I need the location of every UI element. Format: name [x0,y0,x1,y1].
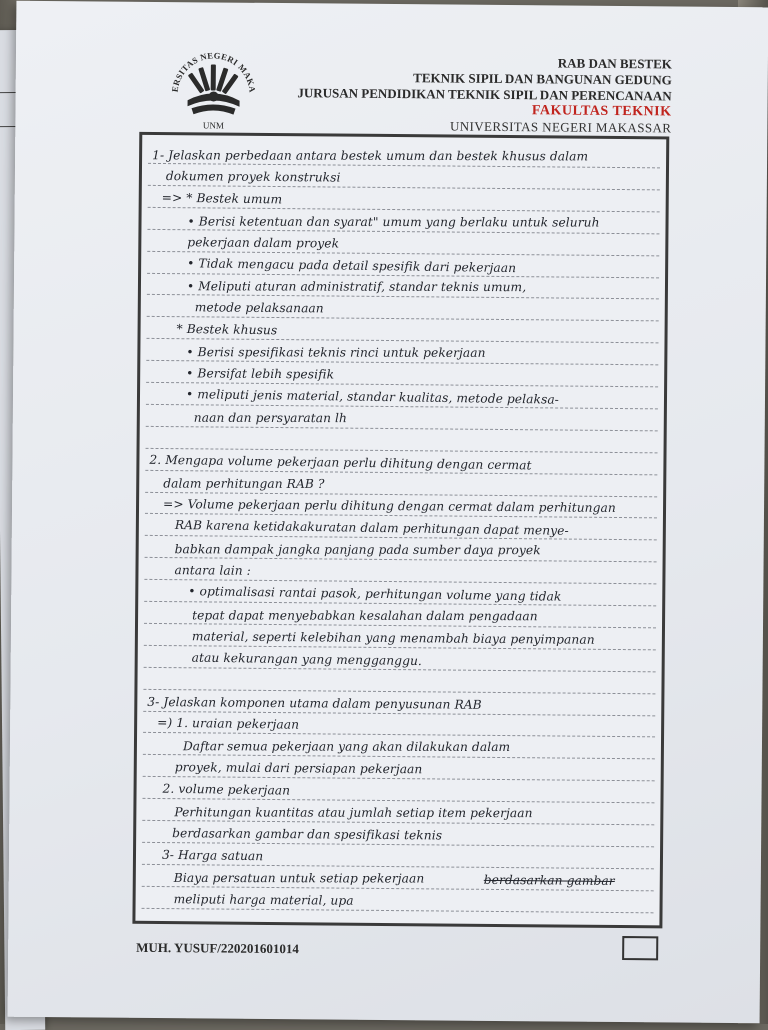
university-title: UNIVERSITAS NEGERI MAKASSAR [449,118,672,136]
handwritten-line: atau kekurangan yang mengganggu. [191,650,423,668]
ruled-line [147,250,659,255]
handwritten-line: dalam perhitungan RAB ? [163,476,325,491]
ruled-line [142,842,654,847]
unm-seal-logo [163,42,264,137]
handwritten-line: dokumen proyek konstruksi [165,168,341,185]
ruled-line [142,820,654,825]
ruled-line [148,207,660,212]
ruled-answer-area [132,132,669,929]
handwritten-line: Daftar semua pekerjaan yang akan dilakukan dalam [182,739,511,755]
ruled-line [148,185,660,190]
handwritten-line: =) 1. uraian pekerjaan [157,715,300,733]
handwritten-line: • optimalisasi rantai pasok, perhitungan volume yang tidak [188,584,562,604]
handwritten-line: metode pelaksanaan [194,300,324,316]
handwritten-line: • Meliputi aturan administratif, standar teknis umum, [186,279,527,295]
ruled-line [142,907,654,912]
handwritten-line: material, seperti kelebihan yang menambah biaya penyimpanan [191,629,595,647]
ruled-line [147,294,659,299]
handwritten-line: • Berisi ketentuan dan syarat" umum yang berlaku untuk seluruh [187,214,600,230]
handwritten-line: Perhitungan kuantitas atau jumlah setiap item pekerjaan [174,805,533,821]
ruled-line [145,491,657,496]
ruled-line [142,864,654,869]
logo-ring-text: UNIVERSITAS NEGERI MAKASSAR [169,50,258,94]
student-name-id: MUH. YUSUF/220201601014 [136,939,300,957]
faculty-title: FAKULTAS TEKNIK [531,103,672,120]
handwritten-line: antara lain : [174,563,251,578]
course-title: RAB DAN BESTEK [557,55,672,72]
handwritten-line: 3- Harga satuan [161,847,264,864]
ruled-line [146,448,658,453]
department-title: TEKNIK SIPIL DAN BANGUNAN GEDUNG [413,70,672,88]
handwritten-line: • Bersifat lebih spesifik [186,366,335,382]
ruled-line [146,338,658,343]
ruled-line [146,404,658,409]
ruled-line [146,426,658,431]
handwritten-line: Biaya persatuan untuk setiap pekerjaan [173,870,425,886]
ruled-line [145,535,657,540]
answer-sheet [8,1,768,1024]
ruled-line [143,688,655,693]
ruled-line [142,798,654,803]
handwritten-line: • meliputi jenis material, standar kualitas, metode pelaksa- [185,386,560,407]
svg-text:UNM: UNM [202,120,224,131]
program-title: JURUSAN PENDIDIKAN TEKNIK SIPIL DAN PERENCANAAN [297,85,672,104]
handwritten-line: 2. Mengapa volume pekerjaan perlu dihitung dengan cermat [149,452,532,473]
ruled-line [144,623,656,628]
handwritten-line: tepat dapat menyebabkan kesalahan dalam pengadaan [192,608,538,624]
ruled-line [146,360,658,365]
handwritten-line: RAB karena ketidakakuratan dalam perhitungan dapat menye- [174,518,569,539]
page-number-box [622,936,658,960]
ruled-line [146,382,658,387]
handwritten-line: • Tidak mengacu pada detail spesifik dari pekerjaan [187,255,517,275]
handwritten-line: * Bestek khusus [176,322,278,338]
handwritten-line: berdasarkan gambar dan spesifikasi teknis [172,826,443,843]
handwritten-line: 2. volume pekerjaan [162,781,291,798]
handwritten-line: pekerjaan dalam proyek [187,234,340,251]
handwritten-line: => * Bestek umum [161,190,283,207]
ruled-line [143,732,655,737]
handwritten-line: babkan dampak jangka panjang pada sumber daya proyek [174,542,541,558]
handwritten-line: naan dan persyaratan lh [193,410,348,425]
handwritten-line: proyek, mulai dari persiapan pekerjaan [174,760,423,777]
ruled-line [148,163,660,168]
handwritten-line: • Berisi spesifikasi teknis rinci untuk pekerjaan [186,345,486,361]
ruled-line [143,710,655,715]
ruled-line [143,776,655,781]
handwritten-line: => Volume pekerjaan perlu dihitung dengan cermat dalam perhitungan [162,497,616,516]
handwritten-line: meliputi harga material, upa [173,891,354,908]
handwritten-line: 3- Jelaskan komponen utama dalam penyusunan RAB [147,694,482,712]
ruled-line [147,316,659,321]
ruled-line [145,557,657,562]
document-header [297,53,672,136]
ruled-line [143,754,655,759]
ruled-line [144,601,656,606]
struck-out-text: berdasarkan gambar [483,872,615,888]
handwritten-line: 1- Jelaskan perbedaan antara bestek umum dan bestek khusus dalam [152,148,589,164]
